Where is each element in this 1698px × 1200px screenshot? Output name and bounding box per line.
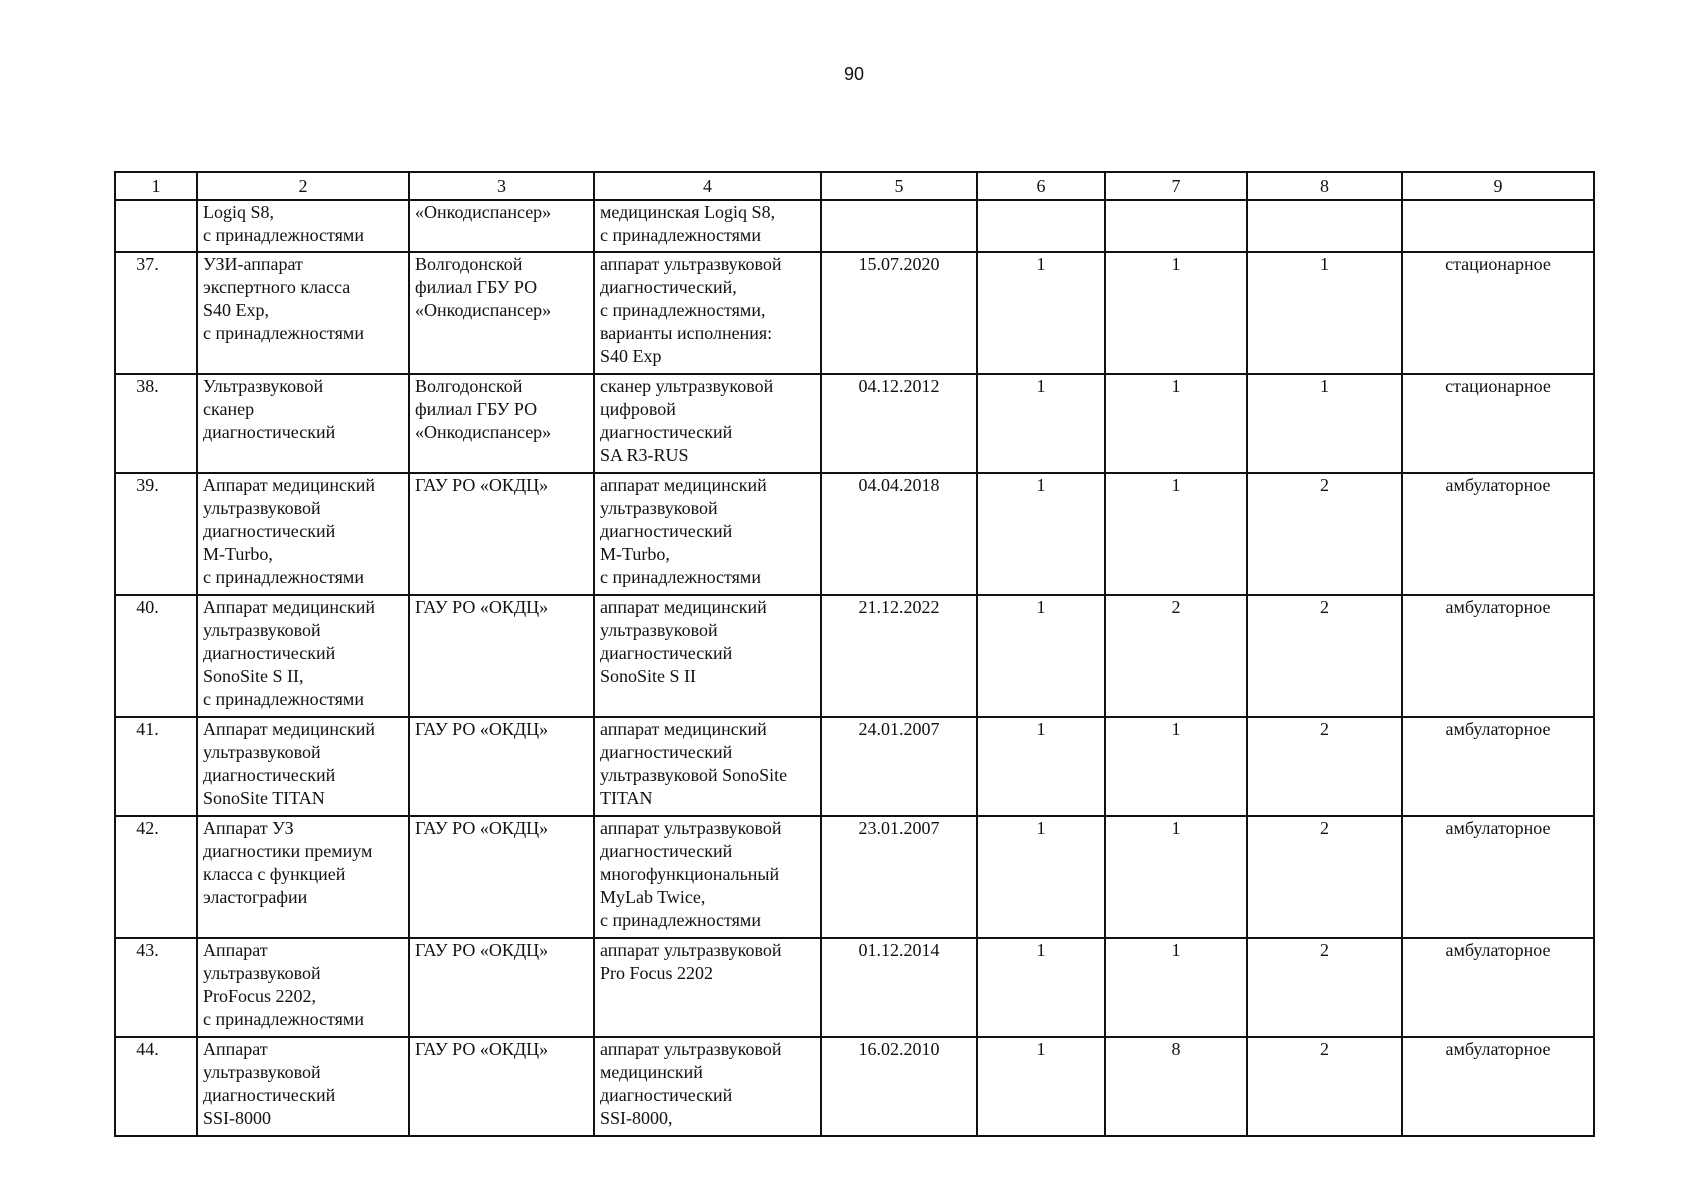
registration-name: аппарат медицинский ультразвуковой диагностический SonoSite S II (594, 595, 821, 717)
col6-value (977, 200, 1105, 252)
row-number: 42. (115, 816, 197, 938)
col8-value (1247, 200, 1402, 252)
organization: «Онкодиспансер» (409, 200, 594, 252)
date: 24.01.2007 (821, 717, 977, 816)
col7-value (1105, 200, 1247, 252)
date: 15.07.2020 (821, 252, 977, 374)
organization: ГАУ РО «ОКДЦ» (409, 816, 594, 938)
row-number: 41. (115, 717, 197, 816)
col8-value: 2 (1247, 473, 1402, 595)
col-header: 2 (197, 172, 409, 200)
organization: Волгодонской филиал ГБУ РО «Онкодиспансер» (409, 252, 594, 374)
equipment-type: амбулаторное (1402, 938, 1594, 1037)
col8-value: 2 (1247, 717, 1402, 816)
organization: ГАУ РО «ОКДЦ» (409, 1037, 594, 1136)
col6-value: 1 (977, 473, 1105, 595)
row-number: 39. (115, 473, 197, 595)
col7-value: 8 (1105, 1037, 1247, 1136)
col7-value: 1 (1105, 473, 1247, 595)
equipment-name: Аппарат ультразвуковой ProFocus 2202, с принадлежностями (197, 938, 409, 1037)
organization: Волгодонской филиал ГБУ РО «Онкодиспансер» (409, 374, 594, 473)
col6-value: 1 (977, 1037, 1105, 1136)
equipment-table (114, 171, 1595, 1137)
table-row (115, 595, 1594, 717)
row-number: 37. (115, 252, 197, 374)
col-header: 8 (1247, 172, 1402, 200)
row-number: 38. (115, 374, 197, 473)
equipment-name: Аппарат медицинский ультразвуковой диагностический M-Turbo, с принадлежностями (197, 473, 409, 595)
equipment-name: Logiq S8, с принадлежностями (197, 200, 409, 252)
table-row (115, 374, 1594, 473)
col-header: 6 (977, 172, 1105, 200)
equipment-type (1402, 200, 1594, 252)
equipment-type: стационарное (1402, 252, 1594, 374)
col-header: 5 (821, 172, 977, 200)
col7-value: 1 (1105, 717, 1247, 816)
col6-value: 1 (977, 938, 1105, 1037)
registration-name: аппарат ультразвуковой медицинский диагностический SSI-8000, (594, 1037, 821, 1136)
col-header: 3 (409, 172, 594, 200)
col6-value: 1 (977, 816, 1105, 938)
column-number-row (115, 172, 1594, 200)
registration-name: сканер ультразвуковой цифровой диагностический SA R3-RUS (594, 374, 821, 473)
equipment-name: Аппарат медицинский ультразвуковой диагностический SonoSite S II, с принадлежностями (197, 595, 409, 717)
col6-value: 1 (977, 252, 1105, 374)
organization: ГАУ РО «ОКДЦ» (409, 938, 594, 1037)
col6-value: 1 (977, 374, 1105, 473)
col-header: 4 (594, 172, 821, 200)
row-number: 40. (115, 595, 197, 717)
col8-value: 2 (1247, 816, 1402, 938)
registration-name: аппарат ультразвуковой Pro Focus 2202 (594, 938, 821, 1037)
page-number: 90 (843, 64, 865, 84)
table-row (115, 938, 1594, 1037)
equipment-name: Аппарат ультразвуковой диагностический SSI-8000 (197, 1037, 409, 1136)
table-row (115, 200, 1594, 252)
col6-value: 1 (977, 717, 1105, 816)
organization: ГАУ РО «ОКДЦ» (409, 595, 594, 717)
table-row (115, 252, 1594, 374)
table-row (115, 473, 1594, 595)
organization: ГАУ РО «ОКДЦ» (409, 717, 594, 816)
col7-value: 1 (1105, 252, 1247, 374)
col-header: 7 (1105, 172, 1247, 200)
date: 21.12.2022 (821, 595, 977, 717)
table-row (115, 1037, 1594, 1136)
date: 01.12.2014 (821, 938, 977, 1037)
col8-value: 2 (1247, 1037, 1402, 1136)
equipment-type: амбулаторное (1402, 816, 1594, 938)
equipment-name: Аппарат медицинский ультразвуковой диагностический SonoSite TITAN (197, 717, 409, 816)
registration-name: аппарат медицинский диагностический ультразвуковой SonoSite TITAN (594, 717, 821, 816)
date: 16.02.2010 (821, 1037, 977, 1136)
registration-name: аппарат медицинский ультразвуковой диагностический M-Turbo, с принадлежностями (594, 473, 821, 595)
date: 04.04.2018 (821, 473, 977, 595)
registration-name: аппарат ультразвуковой диагностический, с принадлежностями, варианты исполнения: S40 Exp (594, 252, 821, 374)
registration-name: медицинская Logiq S8, с принадлежностями (594, 200, 821, 252)
equipment-type: амбулаторное (1402, 1037, 1594, 1136)
equipment-name: УЗИ-аппарат экспертного класса S40 Exp, с принадлежностями (197, 252, 409, 374)
col8-value: 1 (1247, 252, 1402, 374)
date: 04.12.2012 (821, 374, 977, 473)
col7-value: 2 (1105, 595, 1247, 717)
equipment-name: Аппарат УЗ диагностики премиум класса с функцией эластографии (197, 816, 409, 938)
row-number: 44. (115, 1037, 197, 1136)
table-row (115, 816, 1594, 938)
equipment-type: амбулаторное (1402, 473, 1594, 595)
date (821, 200, 977, 252)
col8-value: 1 (1247, 374, 1402, 473)
organization: ГАУ РО «ОКДЦ» (409, 473, 594, 595)
date: 23.01.2007 (821, 816, 977, 938)
equipment-type: стационарное (1402, 374, 1594, 473)
col8-value: 2 (1247, 938, 1402, 1037)
col6-value: 1 (977, 595, 1105, 717)
equipment-type: амбулаторное (1402, 717, 1594, 816)
equipment-name: Ультразвуковой сканер диагностический (197, 374, 409, 473)
equipment-type: амбулаторное (1402, 595, 1594, 717)
col7-value: 1 (1105, 816, 1247, 938)
col-header: 9 (1402, 172, 1594, 200)
registration-name: аппарат ультразвуковой диагностический многофункциональный MyLab Twice, с принадлежностями (594, 816, 821, 938)
col7-value: 1 (1105, 374, 1247, 473)
row-number (115, 200, 197, 252)
col8-value: 2 (1247, 595, 1402, 717)
col-header: 1 (115, 172, 197, 200)
table-row (115, 717, 1594, 816)
row-number: 43. (115, 938, 197, 1037)
col7-value: 1 (1105, 938, 1247, 1037)
